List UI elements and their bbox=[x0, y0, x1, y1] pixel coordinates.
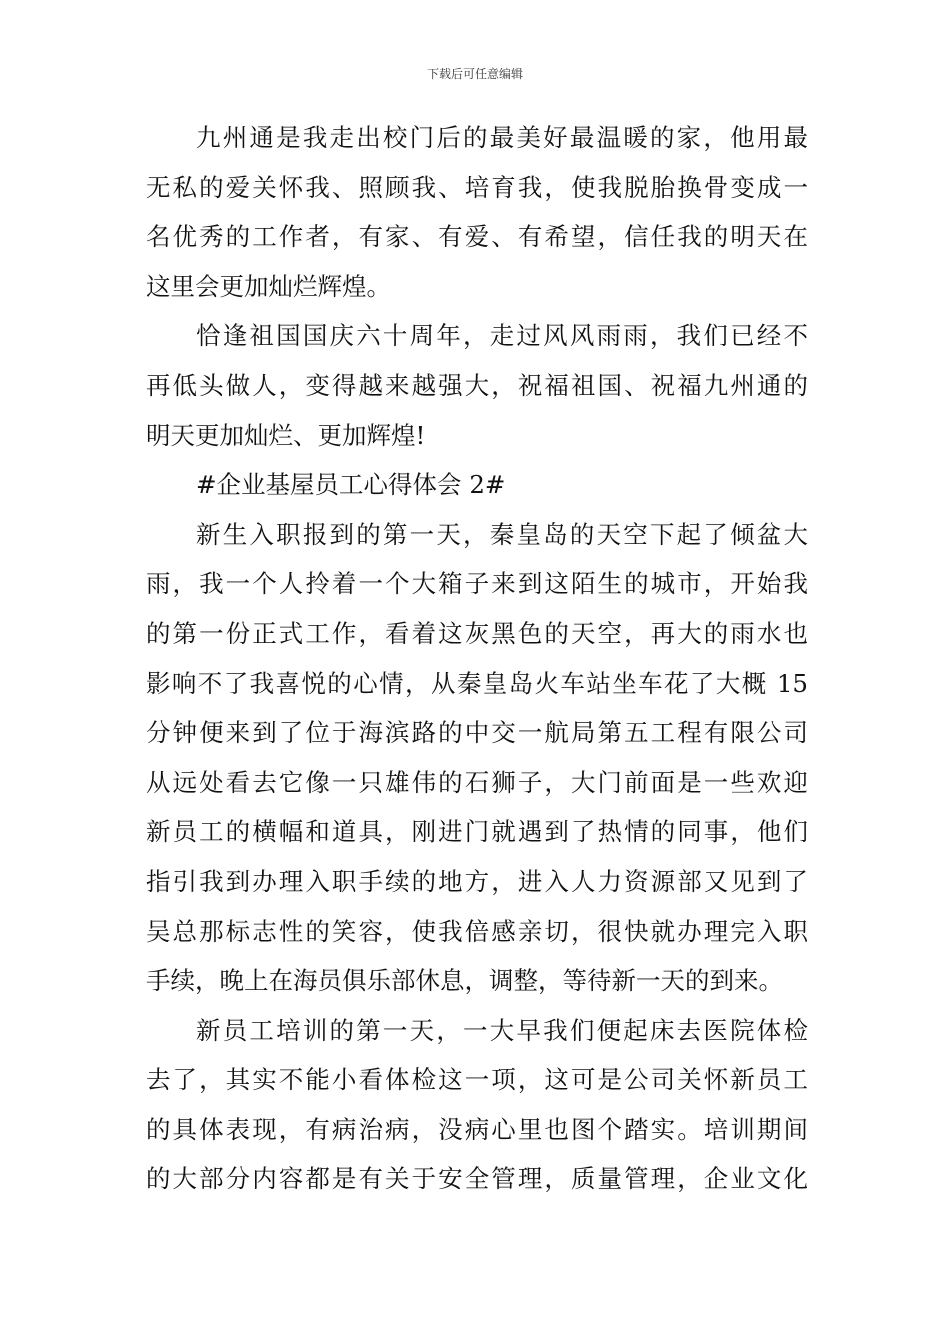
section-heading: #企业基屋员工心得体会 2# bbox=[196, 470, 506, 500]
paragraph-3-line-8: 指引我到办理入职手续的地方，进入人力资源部又见到了 bbox=[146, 866, 808, 896]
paragraph-4-line-3: 的具体表现，有病治病，没病心里也图个踏实。培训期间 bbox=[146, 1114, 808, 1144]
paragraph-3-line-2: 雨，我一个人拎着一个大箱子来到这陌生的城市，开始我 bbox=[146, 569, 808, 599]
document-body bbox=[146, 123, 808, 1217]
paragraph-4-line-4: 的大部分内容都是有关于安全管理，质量管理，企业文化 bbox=[146, 1164, 808, 1194]
paragraph-3-line-6: 从远处看去它像一只雄伟的石狮子，大门前面是一些欢迎 bbox=[146, 767, 808, 797]
paragraph-3-line-1: 新生入职报到的第一天，秦皇岛的天空下起了倾盆大 bbox=[196, 519, 808, 549]
paragraph-1-line-3: 名优秀的工作者，有家、有爱、有希望，信任我的明天在 bbox=[146, 222, 808, 252]
paragraph-3-line-7: 新员工的横幅和道具，刚进门就遇到了热情的同事，他们 bbox=[146, 817, 808, 847]
page-header: 下载后可任意编辑 bbox=[426, 67, 523, 81]
paragraph-3-line-9: 吴总那标志性的笑容，使我倍感亲切，很快就办理完入职 bbox=[146, 916, 808, 946]
paragraph-3-line-5: 分钟便来到了位于海滨路的中交一航局第五工程有限公司 bbox=[146, 718, 808, 748]
paragraph-4-line-2: 去了，其实不能小看体检这一项，这可是公司关怀新员工 bbox=[146, 1065, 808, 1095]
paragraph-2-line-3: 明天更加灿烂、更加辉煌! bbox=[146, 420, 426, 450]
paragraph-3-line-4: 影响不了我喜悦的心情，从秦皇岛火车站坐车花了大概 15 bbox=[146, 668, 808, 698]
paragraph-1-line-2: 无私的爱关怀我、照顾我、培育我，使我脱胎换骨变成一 bbox=[146, 172, 808, 202]
paragraph-3-line-10: 手续，晚上在海员俱乐部休息，调整，等待新一天的到来。 bbox=[146, 966, 783, 996]
paragraph-2-line-1: 恰逢祖国国庆六十周年，走过风风雨雨，我们已经不 bbox=[196, 321, 808, 351]
paragraph-1-line-1: 九州通是我走出校门后的最美好最温暖的家，他用最 bbox=[196, 123, 808, 152]
paragraph-1-line-4: 这里会更加灿烂辉煌。 bbox=[146, 271, 391, 301]
paragraph-4-line-1: 新员工培训的第一天，一大早我们便起床去医院体检 bbox=[196, 1015, 808, 1045]
paragraph-3-line-3: 的第一份正式工作，看着这灰黑色的天空，再大的雨水也 bbox=[146, 618, 808, 648]
paragraph-2-line-2: 再低头做人，变得越来越强大，祝福祖国、祝福九州通的 bbox=[146, 370, 808, 400]
